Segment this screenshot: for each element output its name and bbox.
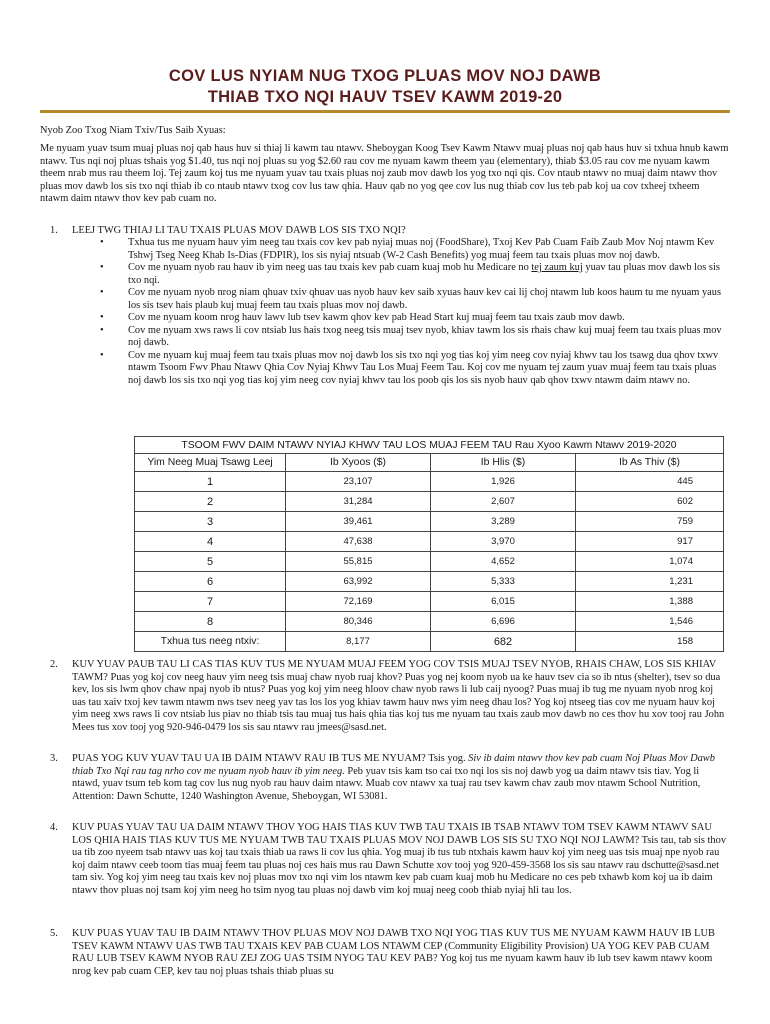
cell-household-size: 1: [135, 472, 286, 492]
table-total-row: [135, 632, 724, 652]
cell-household-size: 6: [135, 572, 286, 592]
cell-annual: 8,177: [286, 632, 431, 652]
greeting: Nyob Zoo Txog Niam Txiv/Tus Saib Xyuas:: [40, 125, 226, 136]
intro-paragraph: Me nyuam yuav tsum muaj pluas noj qab haus huv si thiaj li kawm tau ntawv. Sheboygan Koog Tsev Kawm Ntawv muaj pluas noj qab haus huv si txhua hnub kawm ntawv. Tus nqi noj pluas tshais yog $1.40, tus nqi noj pluas su yog $2.60 rau cov me nyuam kawm theem yau (elementary), thiab $3.05 rau cov me nyuam kawm theem nrab mus rau theem loj. Tej zaum koj tus me nyuam yuav tau txais pluas noj zaub mov dawb los yog txo nqi qis. Cov ntaub ntawv no muaj daim ntawv thov pluas mov dawb los sis txo nqi thiab ib co ntaub ntawv txog cov lus taw qhia. Hauv qab no yog qee cov lus nug thiab cov lus teb pab koj ua cov txheej txheem ntawm daim ntawv thov kev pab cuam no.: [40, 143, 729, 204]
section-number: 2.: [50, 659, 58, 670]
cell-household-size: 3: [135, 512, 286, 532]
cell-weekly: 1,074: [576, 552, 724, 572]
cell-household-size: 5: [135, 552, 286, 572]
cell-additional-person-label: Txhua tus neeg ntxiv:: [135, 632, 286, 652]
cell-annual: 47,638: [286, 532, 431, 552]
section-number: 4.: [50, 822, 58, 833]
bullet-icon: •: [100, 262, 104, 273]
bullet-text-continued: yuav tau pluas mov dawb los sis txo nqi.: [128, 262, 720, 286]
cell-annual: 63,992: [286, 572, 431, 592]
section-number: 5.: [50, 928, 58, 939]
list-item: [100, 312, 728, 325]
bullet-text: Cov me nyuam xws raws li cov ntsiab lus hais txog neeg tsis muaj tsev nyob, khiav tawm los sis rhais chaw kuj muaj feem tau txais pluas mov noj dawb.: [128, 324, 722, 348]
document-title-line-2: THIAB TXO NQI HAUV TSEV KAWM 2019-20: [207, 88, 563, 106]
table-row: [135, 592, 724, 612]
list-item: [100, 350, 728, 388]
cell-household-size: 8: [135, 612, 286, 632]
cell-annual: 39,461: [286, 512, 431, 532]
bullet-text: Txhua tus me nyuam hauv yim neeg tau txais cov kev pab nyiaj muas noj (FoodShare), Txoj Kev Pab Cuam Faib Zaub Mov Noj ntawm Kev Tshwj Tseg Neeg Khab Is-Dias (FDPIR), los sis nyiaj ntsuab (W-2 Cash Benefits) yog muaj feem tau txais pluas mov noj dawb.: [128, 237, 715, 261]
bullet-text: Cov me nyuam kuj muaj feem tau txais pluas mov noj dawb los sis txo nqi yog tias koj yim neeg cov nyiaj khwv tau los tsawg dua qhov txwv ntawm Tsoom Fwv Phau Ntawv Qhia Cov Nyiaj Khwv Tau Los Muaj Feem Tau. Koj cov me nyuam tej zaum yuav muaj feem tau txais pluas noj dawb los sis txo nqi yog tias koj yim neeg cov nyiaj khwv tau los poob qis los sis nyob hauv qab qhov txwv ntawm daim ntawv no.: [128, 349, 719, 386]
cell-household-size: 7: [135, 592, 286, 612]
cell-weekly: 917: [576, 532, 724, 552]
table-row: [135, 612, 724, 632]
bullet-icon: •: [100, 237, 104, 248]
bullet-icon: •: [100, 349, 104, 361]
cell-monthly: 682: [431, 632, 576, 652]
column-header-monthly: Ib Hlis ($): [431, 454, 576, 472]
cell-monthly: 2,607: [431, 492, 576, 512]
cell-weekly: 602: [576, 492, 724, 512]
cell-weekly: 1,231: [576, 572, 724, 592]
list-item: [100, 325, 728, 350]
section-answer: Peb yuav tsis kam tso cai txo nqi los sis noj dawb yog ua daim ntawv tsis tiav. Yog li ntawd, yuav tsum teb kom tag cov lus nug nyob rau hauv daim ntawv. Muab cov ntawv xa tuaj rau tsev kawm chav zaub mov ntawm School Nutrition, Attention: Dawn Schutte, 1240 Washington Avenue, Sheboygan, WI 53081.: [72, 765, 701, 802]
cell-weekly: 1,546: [576, 612, 724, 632]
underlined-text: tej zaum kuj: [531, 262, 583, 273]
section-text: KUV PUAS YUAV TAU IB DAIM NTAWV THOV PLUAS MOV NOJ DAWB TXO NQI YOG TIAS KUV TUS ME NYUAM KAWM HAUV IB LUB TSEV KAWM NTAWV UAS TWB TAU TXAIS KEV PAB CUAM LOS NTAWM CEP (Community Eligibility Provision) UA YOG KEV PAB CUAM RAU LUB TSEV KAWM NYOB RAU ZEJ ZOG UAS TSIM NYOG TAU KEV PAB? Yog koj tus me nyuam kawm hauv ib lub tsev kawm ntawv koom nrog kev pab cuam CEP, kev tau noj pluas tshais thiab pluas su: [72, 928, 715, 977]
bullet-icon: •: [100, 287, 104, 298]
italic-instruction: Siv ib daim ntawv thov kev pab cuam Noj Pluas Mov Dawb thiab Txo Nqi rau tag nrho cov me nyuam nyob hauv ib yim neeg.: [72, 753, 715, 777]
table-row: [135, 532, 724, 552]
cell-monthly: 3,970: [431, 532, 576, 552]
cell-annual: 55,815: [286, 552, 431, 572]
cell-annual: 23,107: [286, 472, 431, 492]
table-row: [135, 492, 724, 512]
bullet-icon: •: [100, 312, 104, 323]
cell-weekly: 1,388: [576, 592, 724, 612]
cell-weekly: 445: [576, 472, 724, 492]
section-number: 1.: [50, 225, 58, 236]
section-question: PUAS YOG KUV YUAV TAU UA IB DAIM NTAWV RAU IB TUS ME NYUAM? Tsis yog.: [72, 753, 469, 764]
cell-annual: 31,284: [286, 492, 431, 512]
cell-monthly: 1,926: [431, 472, 576, 492]
section-heading: LEEJ TWG THIAJ LI TAU TXAIS PLUAS MOV DAWB LOS SIS TXO NQI?: [72, 225, 406, 236]
table-row: [135, 552, 724, 572]
column-header-weekly: Ib As Thiv ($): [576, 454, 724, 472]
cell-weekly: 158: [576, 632, 724, 652]
document-title-line-1: COV LUS NYIAM NUG TXOG PLUAS MOV NOJ DAWB: [168, 67, 602, 85]
cell-monthly: 5,333: [431, 572, 576, 592]
cell-monthly: 6,696: [431, 612, 576, 632]
cell-household-size: 4: [135, 532, 286, 552]
cell-annual: 80,346: [286, 612, 431, 632]
column-header-annual: Ib Xyoos ($): [286, 454, 431, 472]
cell-monthly: 3,289: [431, 512, 576, 532]
table-header-row: [135, 454, 724, 472]
table-row: [135, 572, 724, 592]
list-item: [100, 262, 728, 287]
section-number: 3.: [50, 753, 58, 764]
section-text: KUV PUAS YUAV TAU UA DAIM NTAWV THOV YOG HAIS TIAS KUV TWB TAU TXAIS IB TSAB NTAWV TOM TSEV KAWM NTAWV SAU LOS QHIA HAIS TIAS KUV TUS ME NYUAM TWB TAU TXAIS PLUAS MOV NOJ DAWB LOS SIS SU TXO NQI NOJ LAWM? Tsis tau, tab sis thov ua tib zoo nyeem tsab ntawv uas koj tau txais thiab ua raws li cov lus qhia. Yog muaj ib tus tub ntxhais kawm hauv koj yim neeg uas tsis muaj npe nyob rau koj daim ntawv ceeb toom tias muaj feem tau pluas noj ces hais mus rau Dawn Schutte xov tooj yog 920-459-3568 los sis sau ntawv rau dschutte@sasd.net tam siv. Yog koj yim neeg tau txais kev noj pluas mov txo nqi vim los ntawm kev pab cuam kuaj mob hu Medicare no ces peb txhawb kom koj ua ib daim ntawv thov pluas noj tsam koj yim neeg ho tsim nyog tau pluas noj dawb vim koj muaj neeg coob thiab nyiaj hli tau los.: [72, 822, 727, 896]
bullet-text: Cov me nyuam koom nrog hauv lawv lub tsev kawm qhov kev pab Head Start kuj muaj feem tau txais zaub mov dawb.: [128, 312, 625, 323]
table-row: [135, 512, 724, 532]
bullet-text: Cov me nyuam nyob nrog niam qhuav txiv qhuav uas nyob hauv kev saib xyuas hauv kev cai lij choj ntawm lub koos haum tu me nyuam yaus los sis tsev hais plaub kuj muaj feem tau txais pluas mov noj dawb.: [128, 287, 722, 311]
cell-monthly: 4,652: [431, 552, 576, 572]
column-header-household-size: Yim Neeg Muaj Tsawg Leej: [135, 454, 286, 472]
section-text: [72, 753, 728, 803]
cell-weekly: 759: [576, 512, 724, 532]
table-caption: TSOOM FWV DAIM NTAWV NYIAJ KHWV TAU LOS MUAJ FEEM TAU Rau Xyoo Kawm Ntawv 2019-2020: [135, 437, 724, 454]
cell-monthly: 6,015: [431, 592, 576, 612]
section-text: KUV YUAV PAUB TAU LI CAS TIAS KUV TUS ME NYUAM MUAJ FEEM YOG COV TSIS MUAJ TSEV NYOB, RHAIS CHAW, LOS SIS KHIAV TAWM? Puas yog koj cov neeg hauv yim neeg tsis muaj chaw nyob ruaj khov? Puas yog nej koom nyob ua ke hauv tsev cia so ib ntus (shelter), tsev so dua kev, los sis lwm qhov chaw npaj nyob ib ntus? Puas yog koj yim neeg hloov chaw nyob raws li lub caij nyoog? Puas muaj ib tug me nyuam nyob nrog koj uas tau xaiv txoj kev tawm ntawm nws tsev neeg yav tas los los yog khiav tawm hauv nws yim neeg dhau los? Yog koj ntseeg tias cov me nyuam hauv koj yim neeg xws raws li cov ntsiab lus piav no thiab tsis tau muaj tus hais qhia tias koj tus me nyuam tau txais zaub mov dawb no ces thov hu xov tooj rau John Mees tus xov tooj yog 920-946-0479 los sis sau ntawv rau jmees@sasd.net.: [72, 659, 725, 733]
cell-annual: 72,169: [286, 592, 431, 612]
cell-household-size: 2: [135, 492, 286, 512]
bullet-text: Cov me nyuam nyob rau hauv ib yim neeg uas tau txais kev pab cuam kuaj mob hu Medicare no: [128, 262, 532, 273]
bullet-icon: •: [100, 324, 104, 336]
eligibility-bullet-list: [100, 237, 728, 387]
list-item: [100, 287, 728, 312]
title-divider: [40, 110, 730, 113]
table-row: [135, 472, 724, 492]
list-item: [100, 237, 728, 262]
income-eligibility-table: [134, 436, 724, 652]
